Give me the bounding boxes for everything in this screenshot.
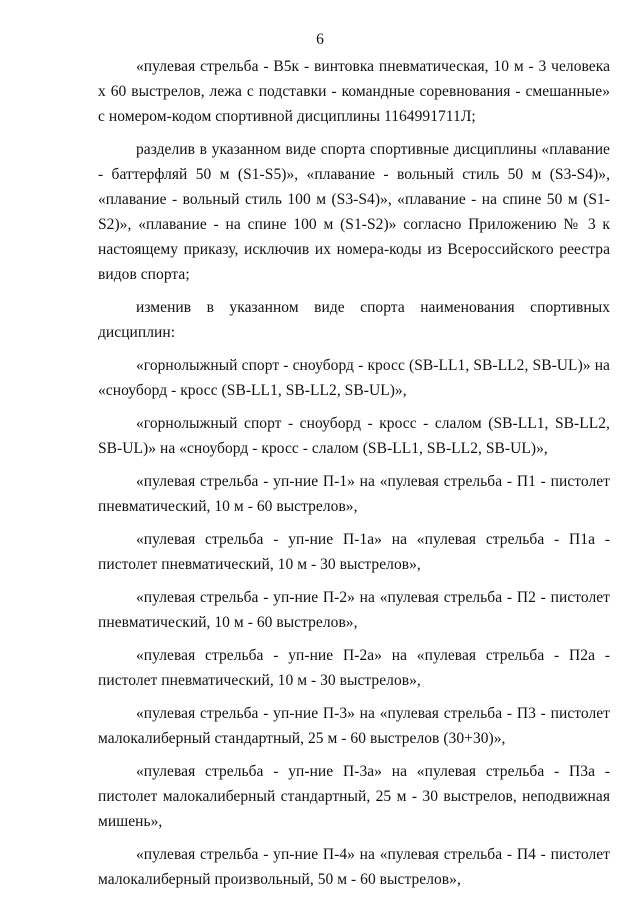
paragraph-2: разделив в указанном виде спорта спортивные дисциплины «плавание - баттерфляй 50 м (S1-S5)», «плавание - вольный стиль 50 м (S3-S4)», «плавание - вольный стиль 100 м (S3-S4)», «плавание - на спине 50 м (S1-S2)», «плавание - на спине 100 м (S1-S2)» согласно Приложению № 3 к настоящему приказу, исключив их номера-коды из Всероссийского реестра видов спорта;: [98, 141, 610, 283]
paragraph-11: «пулевая стрельба - уп-ние П-3а» на «пулевая стрельба - П3а - пистолет малокалиберный стандартный, 25 м - 30 выстрелов, неподвижная мишень»,: [98, 763, 610, 830]
paragraph-6: «пулевая стрельба - уп-ние П-1» на «пулевая стрельба - П1 - пистолет пневматический, 10 м - 60 выстрелов»,: [98, 473, 610, 515]
page-number: 6: [316, 31, 324, 48]
paragraph-3: изменив в указанном виде спорта наименования спортивных дисциплин:: [98, 299, 610, 341]
paragraph-8: «пулевая стрельба - уп-ние П-2» на «пулевая стрельба - П2 - пистолет пневматический, 10 м - 60 выстрелов»,: [98, 589, 610, 631]
paragraph-1: «пулевая стрельба - В5к - винтовка пневматическая, 10 м - 3 человека х 60 выстрелов, лежа с подставки - командные соревнования - смешанные» с номером-кодом спортивной дисциплины 1164991711Л;: [98, 58, 610, 125]
paragraph-9: «пулевая стрельба - уп-ние П-2а» на «пулевая стрельба - П2а - пистолет пневматический, 10 м - 30 выстрелов»,: [98, 647, 610, 689]
paragraph-7: «пулевая стрельба - уп-ние П-1а» на «пулевая стрельба - П1а - пистолет пневматический, 10 м - 30 выстрелов»,: [98, 531, 610, 573]
paragraph-10: «пулевая стрельба - уп-ние П-3» на «пулевая стрельба - П3 - пистолет малокалиберный стандартный, 25 м - 60 выстрелов (30+30)»,: [98, 705, 610, 747]
paragraph-5: «горнолыжный спорт - сноуборд - кросс - слалом (SB-LL1, SB-LL2, SB-UL)» на «сноуборд - кросс - слалом (SB-LL1, SB-LL2, SB-UL)»,: [98, 415, 610, 457]
paragraph-12: «пулевая стрельба - уп-ние П-4» на «пулевая стрельба - П4 - пистолет малокалиберный произвольный, 50 м - 60 выстрелов»,: [98, 846, 610, 888]
paragraph-4: «горнолыжный спорт - сноуборд - кросс (SB-LL1, SB-LL2, SB-UL)» на «сноуборд - кросс (SB-LL1, SB-LL2, SB-UL)»,: [98, 357, 610, 399]
